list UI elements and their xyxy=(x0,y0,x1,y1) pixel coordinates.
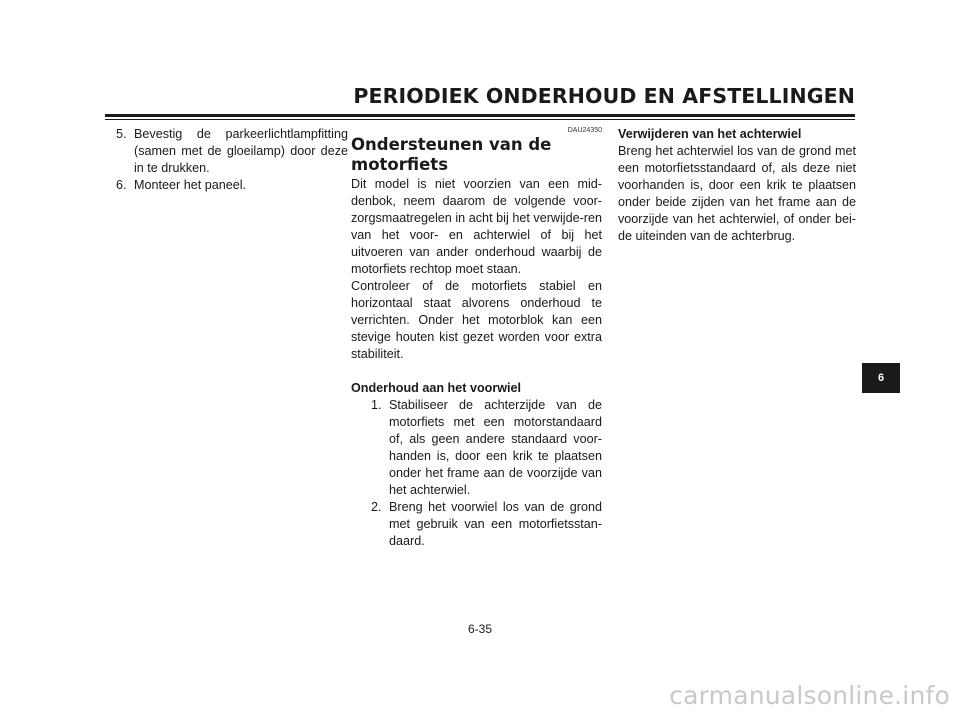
section-heading-line1: Ondersteunen van de xyxy=(351,135,552,154)
column-right xyxy=(618,126,856,245)
paragraph-intro: Dit model is niet voorzien van een mid-denbok, neem daarom de volgende voor-zorgsmaatregelen in acht bij het verwijde-ren van het voor- en achterwiel of bij het uitvoeren van ander onderhoud waarbij de motorfiets rechtop moet staan. xyxy=(351,177,602,276)
instruction-list-continued xyxy=(116,126,348,194)
list-item-text: Monteer het paneel. xyxy=(134,178,247,192)
paragraph-rear-wheel: Breng het achterwiel los van de grond met een motorfietsstandaard of, als deze niet voorhanden is, door een krik te plaatsen onder beide zijden van het frame aan de voorzijde van het achterwiel, of onder bei-de uiteinden van de achterbrug. xyxy=(618,144,856,243)
list-item-number: 5. xyxy=(116,127,127,141)
page-number: 6-35 xyxy=(467,622,493,636)
subheading-rear-wheel: Verwijderen van het achterwiel xyxy=(618,127,802,141)
watermark: carmanualsonline.info xyxy=(669,681,950,710)
section-code: DAU24350 xyxy=(567,127,602,134)
list-item-text: Stabiliseer de achterzijde van de motorfiets met een motorstandaard of, als geen andere standaard voor-handen is, door een krik te plaatsen onder het frame aan de voorzijde van het achterwiel. xyxy=(389,398,602,497)
list-item-number: 2. xyxy=(371,500,382,514)
header-rule-thin xyxy=(105,119,855,120)
page-title: PERIODIEK ONDERHOUD EN AFSTELLINGEN xyxy=(353,84,855,108)
list-item xyxy=(116,177,348,194)
subheading-front-wheel: Onderhoud aan het voorwiel xyxy=(351,381,522,395)
header-rule-thick xyxy=(105,114,855,117)
list-item-number: 6. xyxy=(116,178,127,192)
column-left xyxy=(116,126,348,194)
list-item-text: Bevestig de parkeerlichtlampfitting (samen met de gloeilamp) door deze in te drukken. xyxy=(134,127,348,175)
front-wheel-steps xyxy=(351,397,602,550)
list-item xyxy=(351,499,602,550)
section-heading xyxy=(351,135,602,175)
list-item-number: 1. xyxy=(371,398,382,412)
paragraph-stability: Controleer of de motorfiets stabiel en horizontaal staat alvorens onderhoud te verrichten. Onder het motorblok kan een stevige houten kist gezet worden voor extra stabiliteit. xyxy=(351,279,602,361)
list-item-text: Breng het voorwiel los van de grond met gebruik van een motorfietsstan-daard. xyxy=(389,500,602,548)
section-heading-line2: motorfiets xyxy=(351,155,449,174)
chapter-tab: 6 xyxy=(862,363,900,393)
page-header xyxy=(105,84,855,114)
list-item xyxy=(116,126,348,177)
column-middle xyxy=(351,126,602,550)
list-item xyxy=(351,397,602,499)
